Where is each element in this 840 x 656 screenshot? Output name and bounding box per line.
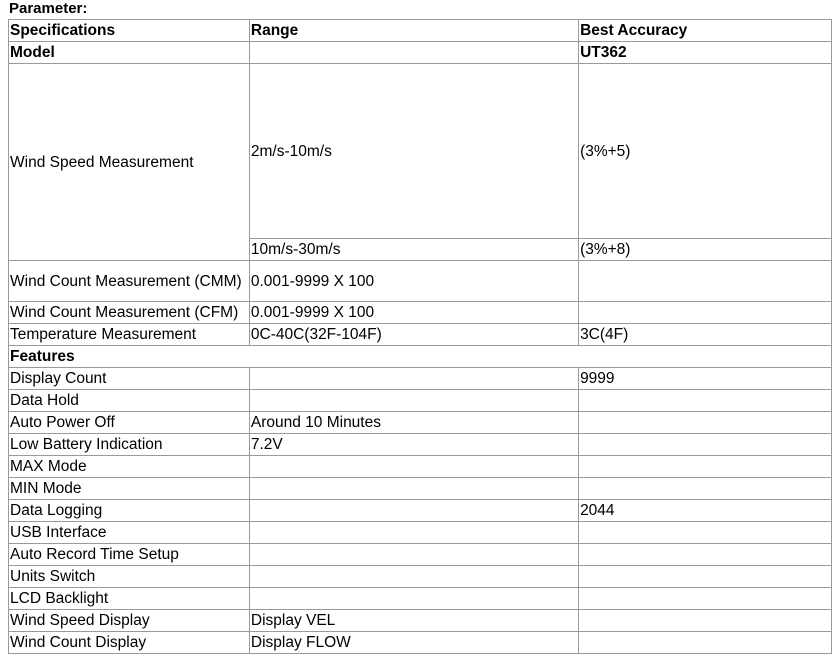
- feature-spec: Wind Count Display: [9, 632, 250, 654]
- feature-row: [9, 456, 832, 478]
- feature-accuracy: 9999: [579, 368, 832, 390]
- feature-accuracy: [579, 588, 832, 610]
- feature-row: [9, 632, 832, 654]
- feature-spec: Data Logging: [9, 500, 250, 522]
- parameter-heading: Parameter:: [9, 0, 88, 17]
- measurement-range: 0C-40C(32F-104F): [249, 324, 578, 346]
- feature-accuracy: 2044: [579, 500, 832, 522]
- feature-row: [9, 566, 832, 588]
- feature-row: [9, 544, 832, 566]
- wind-speed-label: Wind Speed Measurement: [9, 64, 250, 261]
- feature-range: [249, 522, 578, 544]
- feature-spec: Low Battery Indication: [9, 434, 250, 456]
- feature-row: [9, 434, 832, 456]
- feature-range: Display VEL: [249, 610, 578, 632]
- feature-spec: Units Switch: [9, 566, 250, 588]
- wind-speed-accuracy-2: (3%+8): [579, 239, 832, 261]
- feature-row: [9, 478, 832, 500]
- feature-row: [9, 588, 832, 610]
- features-header-row: [9, 346, 832, 368]
- feature-range: [249, 588, 578, 610]
- feature-row: [9, 390, 832, 412]
- feature-accuracy: [579, 522, 832, 544]
- feature-range: [249, 500, 578, 522]
- feature-range: [249, 478, 578, 500]
- wind-speed-accuracy-1: (3%+5): [579, 64, 832, 239]
- feature-range: Around 10 Minutes: [249, 412, 578, 434]
- feature-accuracy: [579, 456, 832, 478]
- measurement-row-temperature: [9, 324, 832, 346]
- measurement-row-cfm: [9, 302, 832, 324]
- feature-row: [9, 500, 832, 522]
- measurement-range: 0.001-9999 X 100: [249, 302, 578, 324]
- measurement-spec: Wind Count Measurement (CMM): [9, 261, 250, 302]
- feature-spec: Data Hold: [9, 390, 250, 412]
- feature-spec: LCD Backlight: [9, 588, 250, 610]
- measurement-accuracy: [579, 261, 832, 302]
- model-range-cell: [249, 42, 578, 64]
- features-label: Features: [9, 346, 832, 368]
- model-label: Model: [9, 42, 250, 64]
- feature-row: [9, 412, 832, 434]
- feature-accuracy: [579, 566, 832, 588]
- wind-speed-row-1: [9, 64, 832, 239]
- feature-accuracy: [579, 544, 832, 566]
- feature-range: [249, 368, 578, 390]
- feature-range: [249, 456, 578, 478]
- feature-accuracy: [579, 632, 832, 654]
- feature-spec: MIN Mode: [9, 478, 250, 500]
- feature-spec: Auto Record Time Setup: [9, 544, 250, 566]
- measurement-row-cmm: [9, 261, 832, 302]
- feature-spec: Auto Power Off: [9, 412, 250, 434]
- feature-accuracy: [579, 434, 832, 456]
- wind-speed-range-1: 2m/s-10m/s: [249, 64, 578, 239]
- feature-range: [249, 566, 578, 588]
- feature-range: Display FLOW: [249, 632, 578, 654]
- feature-spec: USB Interface: [9, 522, 250, 544]
- model-row: [9, 42, 832, 64]
- feature-accuracy: [579, 390, 832, 412]
- feature-row: [9, 368, 832, 390]
- measurement-accuracy: [579, 302, 832, 324]
- measurement-range: 0.001-9999 X 100: [249, 261, 578, 302]
- measurement-spec: Wind Count Measurement (CFM): [9, 302, 250, 324]
- feature-range: 7.2V: [249, 434, 578, 456]
- feature-spec: MAX Mode: [9, 456, 250, 478]
- feature-row: [9, 522, 832, 544]
- measurement-accuracy: 3C(4F): [579, 324, 832, 346]
- feature-accuracy: [579, 412, 832, 434]
- header-best-accuracy: Best Accuracy: [579, 20, 832, 42]
- header-row: [9, 20, 832, 42]
- spec-table: [8, 19, 832, 654]
- feature-range: [249, 390, 578, 412]
- feature-spec: Display Count: [9, 368, 250, 390]
- feature-range: [249, 544, 578, 566]
- feature-accuracy: [579, 610, 832, 632]
- wind-speed-range-2: 10m/s-30m/s: [249, 239, 578, 261]
- feature-spec: Wind Speed Display: [9, 610, 250, 632]
- measurement-spec: Temperature Measurement: [9, 324, 250, 346]
- feature-accuracy: [579, 478, 832, 500]
- model-value: UT362: [579, 42, 832, 64]
- feature-row: [9, 610, 832, 632]
- header-range: Range: [249, 20, 578, 42]
- header-specifications: Specifications: [9, 20, 250, 42]
